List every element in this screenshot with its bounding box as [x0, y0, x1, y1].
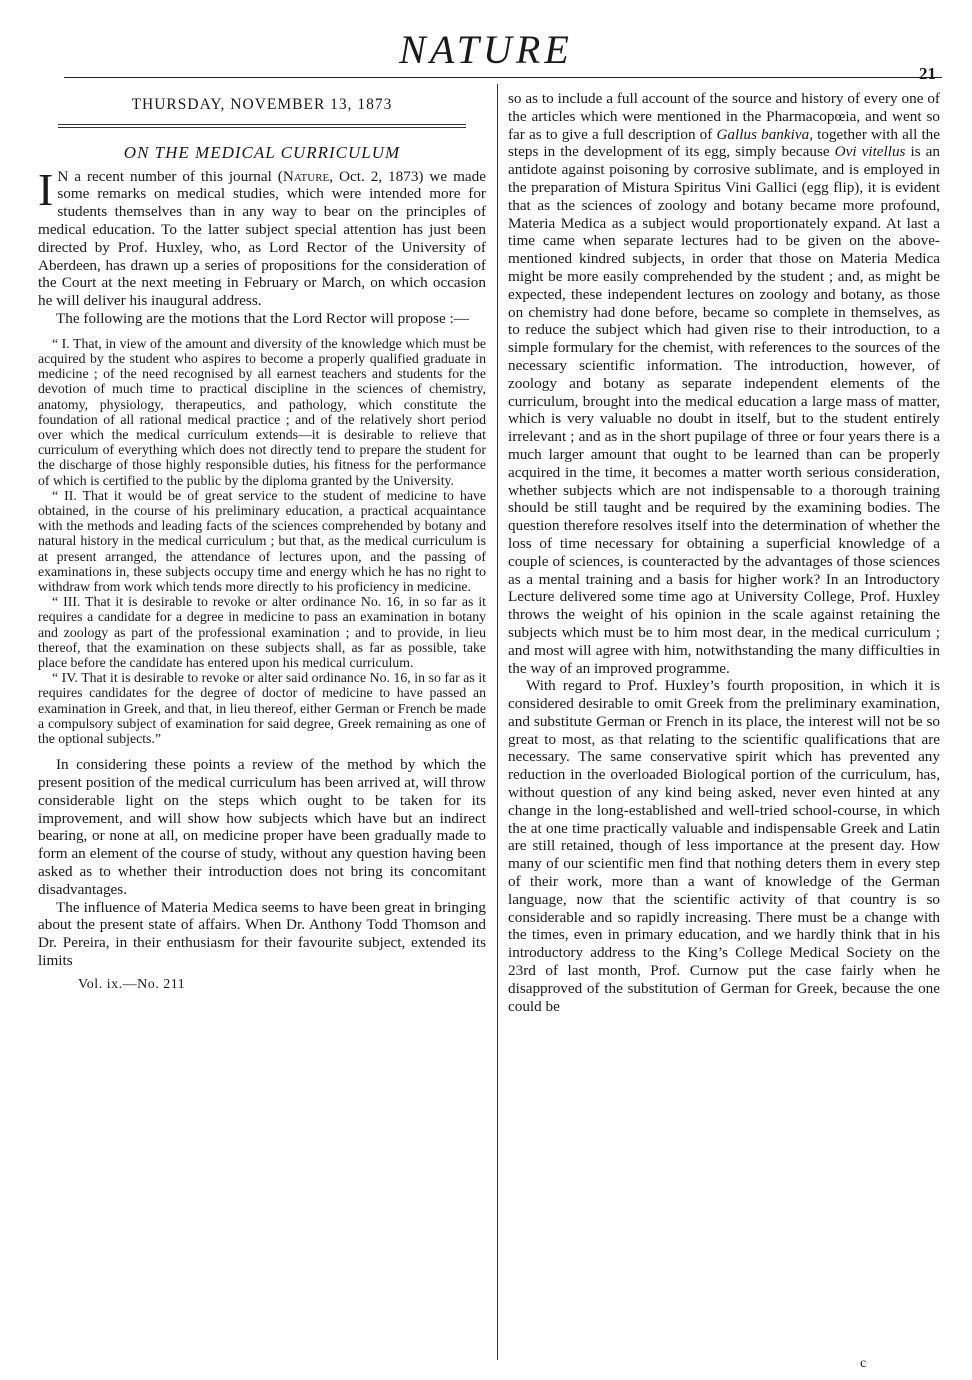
journal-name-inline: Nature [282, 167, 330, 185]
column-rule [497, 84, 498, 1360]
article-paragraph-6: With regard to Prof. Huxley’s fourth proposition, in which it is considered desirable to omit Greek from the preliminary examination, and substitute German or French in its place, the interest will not be so great to most, as that relating to the scientific qualifications that are necessary. The same conservative spirit which has prevented any reduction in the overloaded Biological portion of the curriculum, has, without question of any kind being asked, never even hinted at any change in the long-established and well-tried school-course, in which the at one time practically valuable and indispensable Greek and Latin are still retained, though of less importance at the present day. How many of our scientific men find that nothing deters them in every step of their work, more than a want of knowledge of the German language, now that the scientific activity of that country is so considerable and so rapidly increasing. There must be a change with the times, even in primary education, and we hardly think that in his introductory address to the King’s College Medical Society on the 23rd of last month, Prof. Curnow put the case fairly when he disapproved of the substitution of German for Greek, because the one could be [508, 677, 940, 1015]
drop-cap: I [38, 163, 54, 215]
article-paragraph-2: The following are the motions that the Lord Rector will propose :— [56, 309, 469, 327]
journal-masthead: NATURE [399, 27, 573, 72]
motion-3: “ III. That it is desirable to revoke or alter ordinance No. 16, in so far as it requires a candidate for a degree in medicine to pass an examination in botany and zoology as part of the professional examination ; and to provide, in lieu thereof, that the examination on these subjects shall, as far as possible, take place before the candidate has entered upon his medical curriculum. [38, 594, 486, 671]
article-paragraph-1: I N a recent number of this journal (Nature, Oct. 2, 1873) we made some remarks on medical studies, which were intended more for students themselves than in any way to bear on the principles of medical education. To the latter subject special attention has just been directed by Prof. Huxley, who, as Lord Rector of the University of Aberdeen, has drawn up a series of propositions for the consideration of the Court at the next meeting in February or March, on which occasion he will deliver his inaugural address. [38, 163, 486, 310]
motion-1: “ I. That, in view of the amount and diversity of the knowledge which must be acquired by the student who aspires to become a properly qualified graduate in medicine ; of the need recognised by all earnest teachers and students for the devotion of much time to practical discipline in the sciences of chemistry, anatomy, physiology, therapeutics, and pathology, which constitute the foundation of all rational medical practice ; and of the relatively short period over which the medical curriculum extends—it is desirable to relieve that curriculum of everything which does not directly tend to prepare the student for the discharge of those highly responsible duties, his fitness for the performance of which is certified to the public by the diploma granted by the University. [38, 335, 486, 488]
gathering-signature: c [860, 1356, 867, 1371]
article-paragraph-4: The influence of Materia Medica seems to have been great in bringing about the present state of affairs. When Dr. Anthony Todd Thomson and Dr. Pereira, in their enthusiasm for their favourite subject, extended its limits [38, 898, 486, 970]
issue-date: THURSDAY, NOVEMBER 13, 1873 [131, 96, 393, 113]
right-column [508, 90, 940, 1015]
volume-signature: Vol. ix.—No. 211 [78, 976, 186, 992]
article-paragraph-3: In considering these points a review of the method by which the present position of the medical curriculum has been arrived at, will throw considerable light on the steps which ought to be taken for its improvement, and will show how subjects which have but an indirect bearing, or none at all, on medicine proper have been gradually made to form an element of the course of study, without any question having been asked as to whether their introduction does not bring its concomitant disadvantages. [38, 756, 486, 898]
motions-list [38, 336, 486, 746]
left-column [38, 90, 486, 994]
page-number: 21 [919, 64, 936, 83]
motion-2: “ II. That it would be of great service to the student of medicine to have obtained, in the course of his preliminary education, a practical acquaintance with the methods and leading facts of the sciences comprehended by botany and natural history in the medical curriculum ; but that, as the medical curriculum is at present arranged, the attendance of lectures upon, and the passing of examinations in, these subjects occupy time and energy which he has no right to withdraw from work which tends more directly to his proficiency in medicine. [38, 487, 486, 595]
motion-4: “ IV. That it is desirable to revoke or alter said ordinance No. 16, in so far as it requires candidates for the degree of doctor of medicine to have passed an examination in Greek, and that, in lieu thereof, either German or French be made a compulsory subject of examination for said degree, Greek remaining as one of the optional subjects.” [38, 670, 486, 747]
article-paragraph-5: so as to include a full account of the source and history of every one of the articles which were mentioned in the Pharmacopœia, and went so far as to give a full description of Gallus bankiva, together with all the steps in the development of its egg, simply because Ovi vitellus is an antidote against poisoning by corrosive sublimate, and is employed in the preparation of Mistura Spiritus Vini Gallici (egg flip), it is evident that as the sciences of zoology and botany became more profound, Materia Medica as a subject would proportionately expand. At last a time came when separate lectures had to be given on the above-mentioned kindred subjects, in order that those on Materia Medica might be more easily comprehended by the student ; and, as might be expected, these independent lectures on zoology and botany, as those on chemistry had done before, became so complete in themselves, as to reduce the subject which had given rise to their introduction, to a simple formulary for the chemist, with references to the sources of the necessary scientific information. The introduction, however, of zoology and botany as separate independent elements of the curriculum, brought into the medical education a large mass of matter, which is very valuable no doubt in itself, but to the student entirely irrelevant ; and as in the short pupilage of three or four years there is a much larger amount that ought to be learned than can be properly acquired in the time, it becomes a matter worth serious consideration, whether subjects which are not indispensable to a thorough training should be still taught and be required by the examining bodies. The question therefore resolves itself into the determination of whether the loss of time necessary for obtaining a superficial knowledge of a couple of sciences, is counteracted by the advantages of those sciences as a mental training and a basis for higher work? In an Introductory Lecture delivered some time ago at University College, Prof. Huxley throws the weight of his opinion in the scale against retaining the subjects which must be to him most dear, in the medical curriculum ; and most will agree with him, notwithstanding the many difficulties in the way of an improved programme. [508, 90, 941, 677]
date-rule [58, 124, 466, 128]
header-rule [64, 77, 942, 78]
article-title: ON THE MEDICAL CURRICULUM [123, 142, 401, 162]
